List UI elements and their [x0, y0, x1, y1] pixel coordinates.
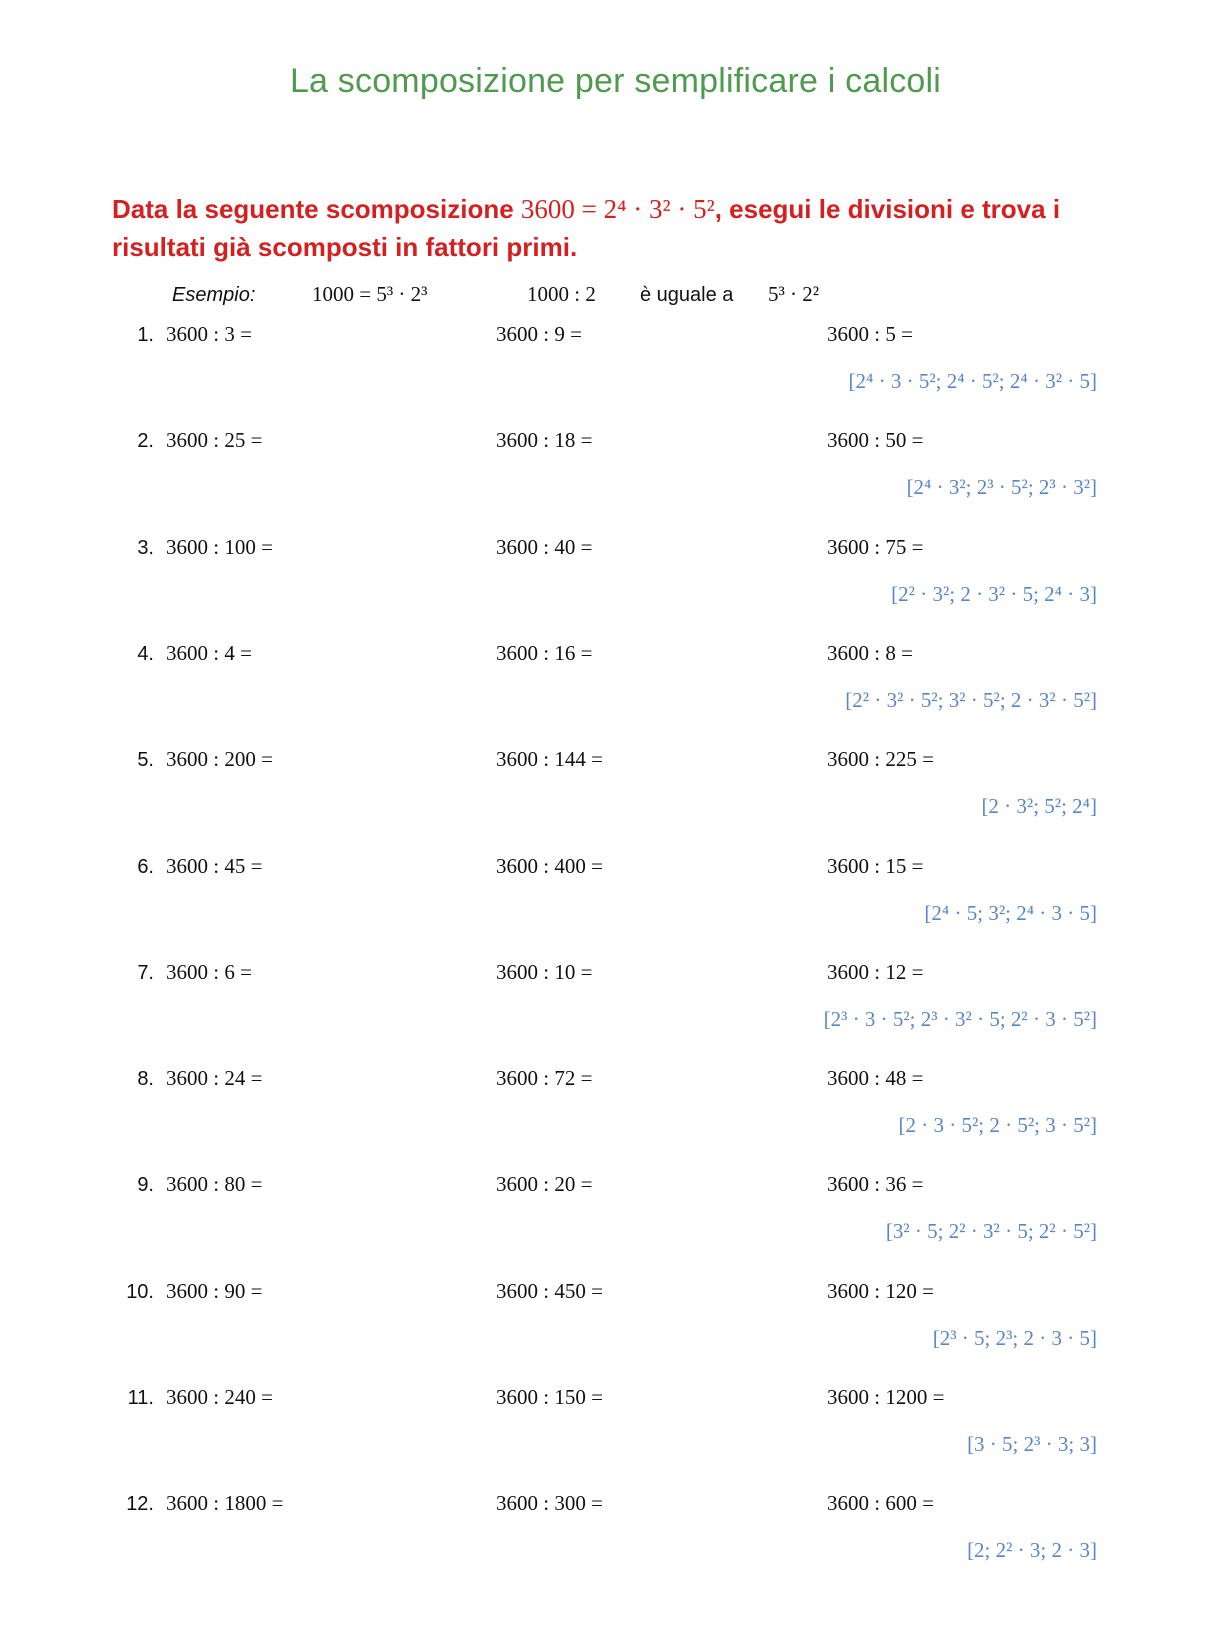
exercise-answers: [2³ · 3 · 5²; 2³ · 3² · 5; 2² · 3 · 5²]	[823, 1006, 1097, 1031]
exercise-division-a: 3600 : 1800 =	[166, 1491, 284, 1516]
exercise-division-c: 3600 : 225 =	[827, 747, 934, 772]
exercise-division-c: 3600 : 12 =	[827, 959, 924, 984]
exercise-answers: [2² · 3² · 5²; 3² · 5²; 2 · 3² · 5²]	[845, 687, 1097, 712]
exercise-division-a: 3600 : 24 =	[166, 1066, 263, 1091]
exercise-division-a: 3600 : 25 =	[166, 428, 263, 453]
exercise-division-c: 3600 : 8 =	[827, 640, 913, 665]
exercise-division-c: 3600 : 1200 =	[827, 1385, 945, 1409]
exercise-number: 4.	[137, 642, 154, 665]
exercise-division-b: 3600 : 150 =	[496, 1385, 603, 1409]
exercise-division-a: 3600 : 45 =	[166, 853, 263, 878]
exercise-number: 10.	[126, 1280, 154, 1303]
exercise-number: 12.	[126, 1493, 154, 1516]
instruction-math: 3600 = 2⁴ · 3² · 5²	[520, 194, 715, 224]
exercise-answers: [2 · 3 · 5²; 2 · 5²; 3 · 5²]	[898, 1113, 1097, 1138]
exercise-number: 8.	[137, 1068, 154, 1091]
exercise-number: 3.	[137, 536, 154, 559]
exercise-division-b: 3600 : 40 =	[496, 534, 593, 559]
exercise-division-c: 3600 : 120 =	[827, 1278, 934, 1303]
exercise-division-b: 3600 : 400 =	[496, 853, 603, 878]
exercise-division-c: 3600 : 36 =	[827, 1172, 924, 1197]
exercise-number: 5.	[137, 749, 154, 772]
exercise-division-b: 3600 : 18 =	[496, 428, 593, 453]
exercise-number: 1.	[137, 324, 154, 346]
exercise-division-a: 3600 : 90 =	[166, 1278, 263, 1303]
exercise-division-a: 3600 : 4 =	[166, 640, 252, 665]
exercise-answers: [2; 2² · 3; 2 · 3]	[967, 1538, 1097, 1563]
exercise-answers: [2 · 3²; 5²; 2⁴]	[981, 794, 1097, 819]
exercise-division-b: 3600 : 300 =	[496, 1491, 603, 1516]
page-title: La scomposizione per semplificare i calcoli	[289, 62, 942, 100]
exercise-answers: [2⁴ · 3 · 5²; 2⁴ · 5²; 2⁴ · 3² · 5]	[848, 369, 1097, 393]
exercise-number: 7.	[137, 961, 154, 984]
exercise-answers: [2⁴ · 5; 3²; 2⁴ · 3 · 5]	[924, 900, 1097, 925]
example-label: Esempio:	[172, 284, 256, 306]
exercise-division-a: 3600 : 200 =	[166, 747, 273, 772]
exercise-answers: [2² · 3²; 2 · 3² · 5; 2⁴ · 3]	[891, 581, 1097, 606]
exercise-division-b: 3600 : 16 =	[496, 640, 593, 665]
instruction-after: , esegui le divisioni e trova i risultati già scomposti in fattori primi.	[112, 194, 1061, 262]
exercise-number: 6.	[137, 855, 154, 878]
exercise-number: 2.	[137, 430, 154, 453]
exercise-number: 11.	[127, 1387, 154, 1409]
exercise-division-c: 3600 : 75 =	[827, 534, 924, 559]
exercise-answers: [3 · 5; 2³ · 3; 3]	[967, 1432, 1097, 1456]
instruction-text	[112, 190, 1122, 266]
exercise-answers: [2⁴ · 3²; 2³ · 5²; 2³ · 3²]	[906, 475, 1097, 500]
exercise-division-b: 3600 : 144 =	[496, 747, 603, 772]
exercise-answers: [3² · 5; 2² · 3² · 5; 2² · 5²]	[885, 1219, 1097, 1244]
example-equals-text: è uguale a	[640, 284, 734, 306]
exercise-division-c: 3600 : 600 =	[827, 1491, 934, 1516]
exercise-division-c: 3600 : 48 =	[827, 1066, 924, 1091]
exercise-division-b: 3600 : 10 =	[496, 959, 593, 984]
exercise-division-b: 3600 : 450 =	[496, 1278, 603, 1303]
example-result: 5³ · 2²	[768, 282, 820, 306]
exercise-division-b: 3600 : 72 =	[496, 1066, 593, 1091]
exercise-number: 9.	[137, 1174, 154, 1197]
exercise-division-a: 3600 : 3 =	[166, 322, 252, 346]
example-division: 1000 : 2	[527, 282, 596, 306]
exercise-division-c: 3600 : 50 =	[827, 428, 924, 453]
exercise-division-c: 3600 : 5 =	[827, 322, 913, 346]
exercise-division-a: 3600 : 80 =	[166, 1172, 263, 1197]
exercise-division-b: 3600 : 20 =	[496, 1172, 593, 1197]
exercise-division-c: 3600 : 15 =	[827, 853, 924, 878]
exercise-division-b: 3600 : 9 =	[496, 322, 582, 346]
exercise-division-a: 3600 : 6 =	[166, 959, 252, 984]
exercise-division-a: 3600 : 100 =	[166, 534, 273, 559]
instruction-before: Data la seguente scomposizione	[112, 194, 521, 224]
exercise-answers: [2³ · 5; 2³; 2 · 3 · 5]	[932, 1325, 1097, 1350]
exercise-division-a: 3600 : 240 =	[166, 1385, 273, 1409]
example-decomposition: 1000 = 5³ · 2³	[312, 282, 428, 306]
